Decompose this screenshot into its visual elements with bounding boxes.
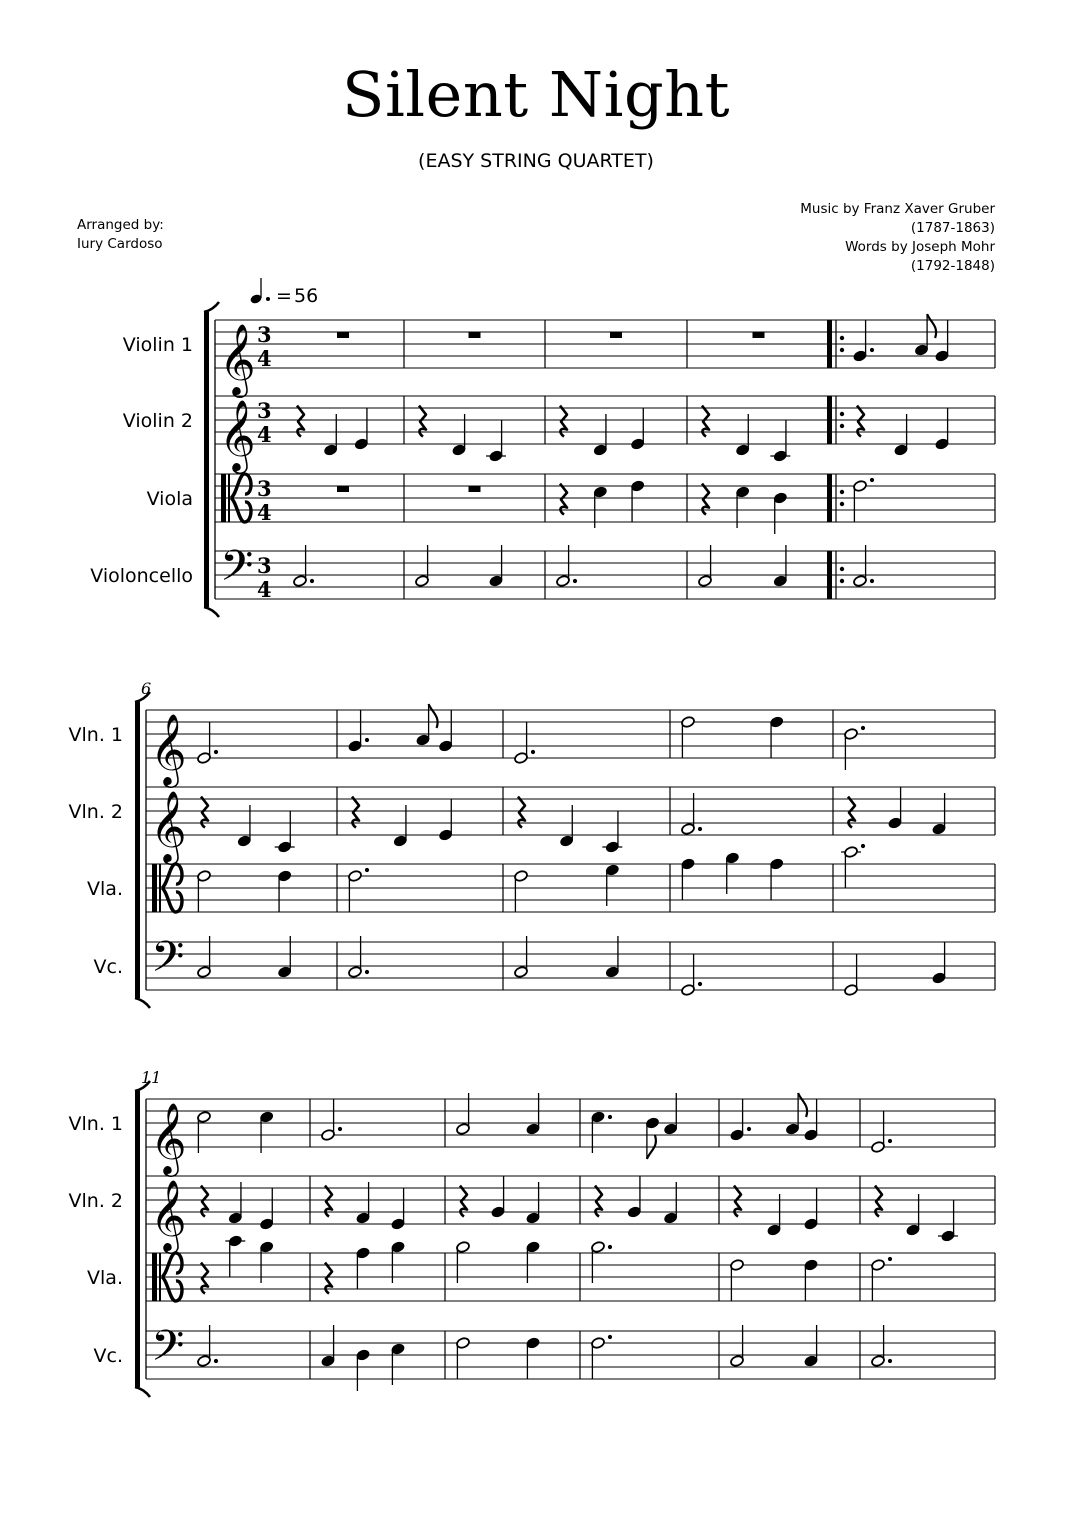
half-note <box>853 478 874 522</box>
time-signature-bottom: 4 <box>257 577 272 602</box>
measure-number: 11 <box>141 1068 162 1087</box>
page-subtitle: (EASY STRING QUARTET) <box>418 150 654 172</box>
augmentation-dot <box>608 1335 612 1339</box>
alto-clef-bar <box>152 1253 157 1301</box>
alto-clef-bar <box>159 1253 161 1301</box>
note-flag <box>429 704 438 728</box>
time-signature-bottom: 4 <box>257 346 272 371</box>
augmentation-dot <box>888 1139 892 1143</box>
arranger-name: Iury Cardoso <box>77 236 163 252</box>
augmentation-dot <box>747 1127 751 1131</box>
repeat-dot <box>840 348 844 352</box>
quarter-note <box>438 710 453 752</box>
instrument-name: Violin 1 <box>122 334 193 356</box>
quarter-note <box>935 408 950 450</box>
measure-number: 6 <box>141 679 152 698</box>
repeat-dot <box>840 579 844 583</box>
tempo-dot <box>266 297 270 301</box>
quarter-note <box>602 811 622 853</box>
whole-rest <box>337 332 349 338</box>
augmentation-dot <box>888 1257 892 1261</box>
repeat-dot <box>840 424 844 428</box>
bass-clef-icon: 𝄢 <box>220 541 254 602</box>
composer-line: Music by Franz Xaver Gruber <box>800 201 995 217</box>
augmentation-dot <box>531 750 535 754</box>
treble-clef-icon: 𝄞 <box>150 1101 187 1174</box>
bracket-hook <box>204 607 219 617</box>
half-note <box>844 954 859 996</box>
instrument-name: Viola <box>146 488 193 510</box>
augmentation-dot <box>861 726 865 730</box>
augmentation-dot <box>365 738 369 742</box>
alto-clef-bar <box>221 474 226 522</box>
quarter-note <box>354 408 369 450</box>
quarter-note <box>681 858 696 900</box>
repeat-dot <box>840 490 844 494</box>
augmentation-dot <box>870 579 874 583</box>
tempo-equals: = <box>276 285 292 307</box>
quarter-note <box>391 1188 406 1230</box>
arranger-label: Arranged by: <box>77 217 164 233</box>
repeat-thick-bar <box>827 551 832 599</box>
quarter-note <box>275 811 295 853</box>
treble-clef-icon: 𝄞 <box>150 1178 187 1251</box>
alto-clef-bar <box>159 864 161 912</box>
augmentation-dot <box>365 868 369 872</box>
quarter-note <box>630 480 645 522</box>
instrument-name: Vln. 1 <box>68 1113 123 1135</box>
half-note <box>681 716 696 758</box>
half-note <box>197 870 212 912</box>
quarter-note <box>486 420 506 462</box>
whole-rest <box>337 486 349 492</box>
whole-rest <box>610 332 622 338</box>
repeat-dot <box>840 567 844 571</box>
quarter-note <box>932 942 947 984</box>
time-signature-bottom: 4 <box>257 500 272 525</box>
time-signature-top: 3 <box>257 322 272 347</box>
quarter-note <box>526 1337 541 1379</box>
instrument-name: Vla. <box>87 878 123 900</box>
note-flag <box>798 1093 807 1117</box>
augmentation-dot <box>870 478 874 482</box>
repeat-dot <box>840 336 844 340</box>
half-note <box>591 1335 612 1379</box>
repeat-thick-bar <box>827 474 832 522</box>
system-bracket <box>204 312 209 607</box>
page-title: Silent Night <box>342 58 730 131</box>
time-signature-bottom: 4 <box>257 422 272 447</box>
whole-rest <box>469 486 481 492</box>
half-note <box>841 844 865 888</box>
treble-clef-icon: 𝄞 <box>219 398 256 471</box>
composer-line: (1792-1848) <box>910 258 995 274</box>
repeat-thick-bar <box>827 320 832 368</box>
bass-clef-icon: 𝄢 <box>151 1321 185 1382</box>
composer-line: (1787-1863) <box>910 220 995 236</box>
quarter-note <box>630 408 645 450</box>
augmentation-dot <box>861 844 865 848</box>
instrument-name: Vla. <box>87 1267 123 1289</box>
instrument-name: Vln. 1 <box>68 724 123 746</box>
quarter-note <box>773 492 788 534</box>
instrument-name: Violoncello <box>90 565 193 587</box>
augmentation-dot <box>608 1245 612 1249</box>
half-note <box>514 870 529 912</box>
whole-rest <box>753 332 765 338</box>
quarter-note <box>491 1176 506 1218</box>
repeat-dot <box>840 502 844 506</box>
instrument-name: Vc. <box>93 1345 123 1367</box>
augmentation-dot <box>214 1359 218 1363</box>
alto-clef-bar <box>152 864 157 912</box>
quarter-note <box>356 1349 371 1391</box>
instrument-name: Vln. 2 <box>68 801 123 823</box>
alto-clef-bar <box>228 474 230 522</box>
quarter-note <box>277 870 292 912</box>
eighth-note <box>645 1117 660 1159</box>
half-note <box>844 726 865 770</box>
composer-line: Words by Joseph Mohr <box>845 239 995 255</box>
instrument-name: Violin 2 <box>122 410 193 432</box>
bracket-hook <box>135 1387 150 1397</box>
augmentation-dot <box>870 348 874 352</box>
note-flag <box>927 314 936 338</box>
augmentation-dot <box>608 1115 612 1119</box>
quarter-note <box>888 787 903 829</box>
augmentation-dot <box>310 579 314 583</box>
bass-clef-icon: 𝄢 <box>151 932 185 993</box>
augmentation-dot <box>698 982 702 986</box>
augmentation-dot <box>698 827 702 831</box>
half-note <box>871 1257 892 1301</box>
repeat-thick-bar <box>827 396 832 444</box>
half-note <box>348 868 369 912</box>
treble-clef-icon: 𝄞 <box>150 789 187 862</box>
quarter-note <box>438 799 453 841</box>
time-signature-top: 3 <box>257 553 272 578</box>
time-signature-top: 3 <box>257 398 272 423</box>
treble-clef-icon: 𝄞 <box>219 322 256 395</box>
quarter-note <box>770 420 790 462</box>
instrument-name: Vc. <box>93 956 123 978</box>
quarter-note <box>259 1188 274 1230</box>
quarter-note <box>804 1259 819 1301</box>
quarter-note <box>225 1235 245 1277</box>
quarter-note <box>935 320 950 362</box>
repeat-dot <box>840 412 844 416</box>
quarter-note <box>356 1247 371 1289</box>
augmentation-dot <box>365 970 369 974</box>
instrument-name: Vln. 2 <box>68 1190 123 1212</box>
augmentation-dot <box>214 750 218 754</box>
whole-rest <box>469 332 481 338</box>
half-note <box>456 1337 471 1379</box>
time-signature-top: 3 <box>257 476 272 501</box>
treble-clef-icon: 𝄞 <box>150 712 187 785</box>
quarter-note <box>804 1188 819 1230</box>
augmentation-dot <box>573 579 577 583</box>
bracket-hook <box>135 998 150 1008</box>
system-bracket <box>135 1091 140 1387</box>
quarter-note <box>769 858 784 900</box>
quarter-note <box>938 1200 958 1242</box>
augmentation-dot <box>888 1359 892 1363</box>
quarter-note <box>769 716 784 758</box>
quarter-note <box>627 1176 642 1218</box>
augmentation-dot <box>338 1127 342 1131</box>
system-bracket <box>135 702 140 998</box>
half-note <box>730 1259 745 1301</box>
bracket-hook <box>204 302 219 312</box>
tempo-value: 56 <box>294 285 319 307</box>
